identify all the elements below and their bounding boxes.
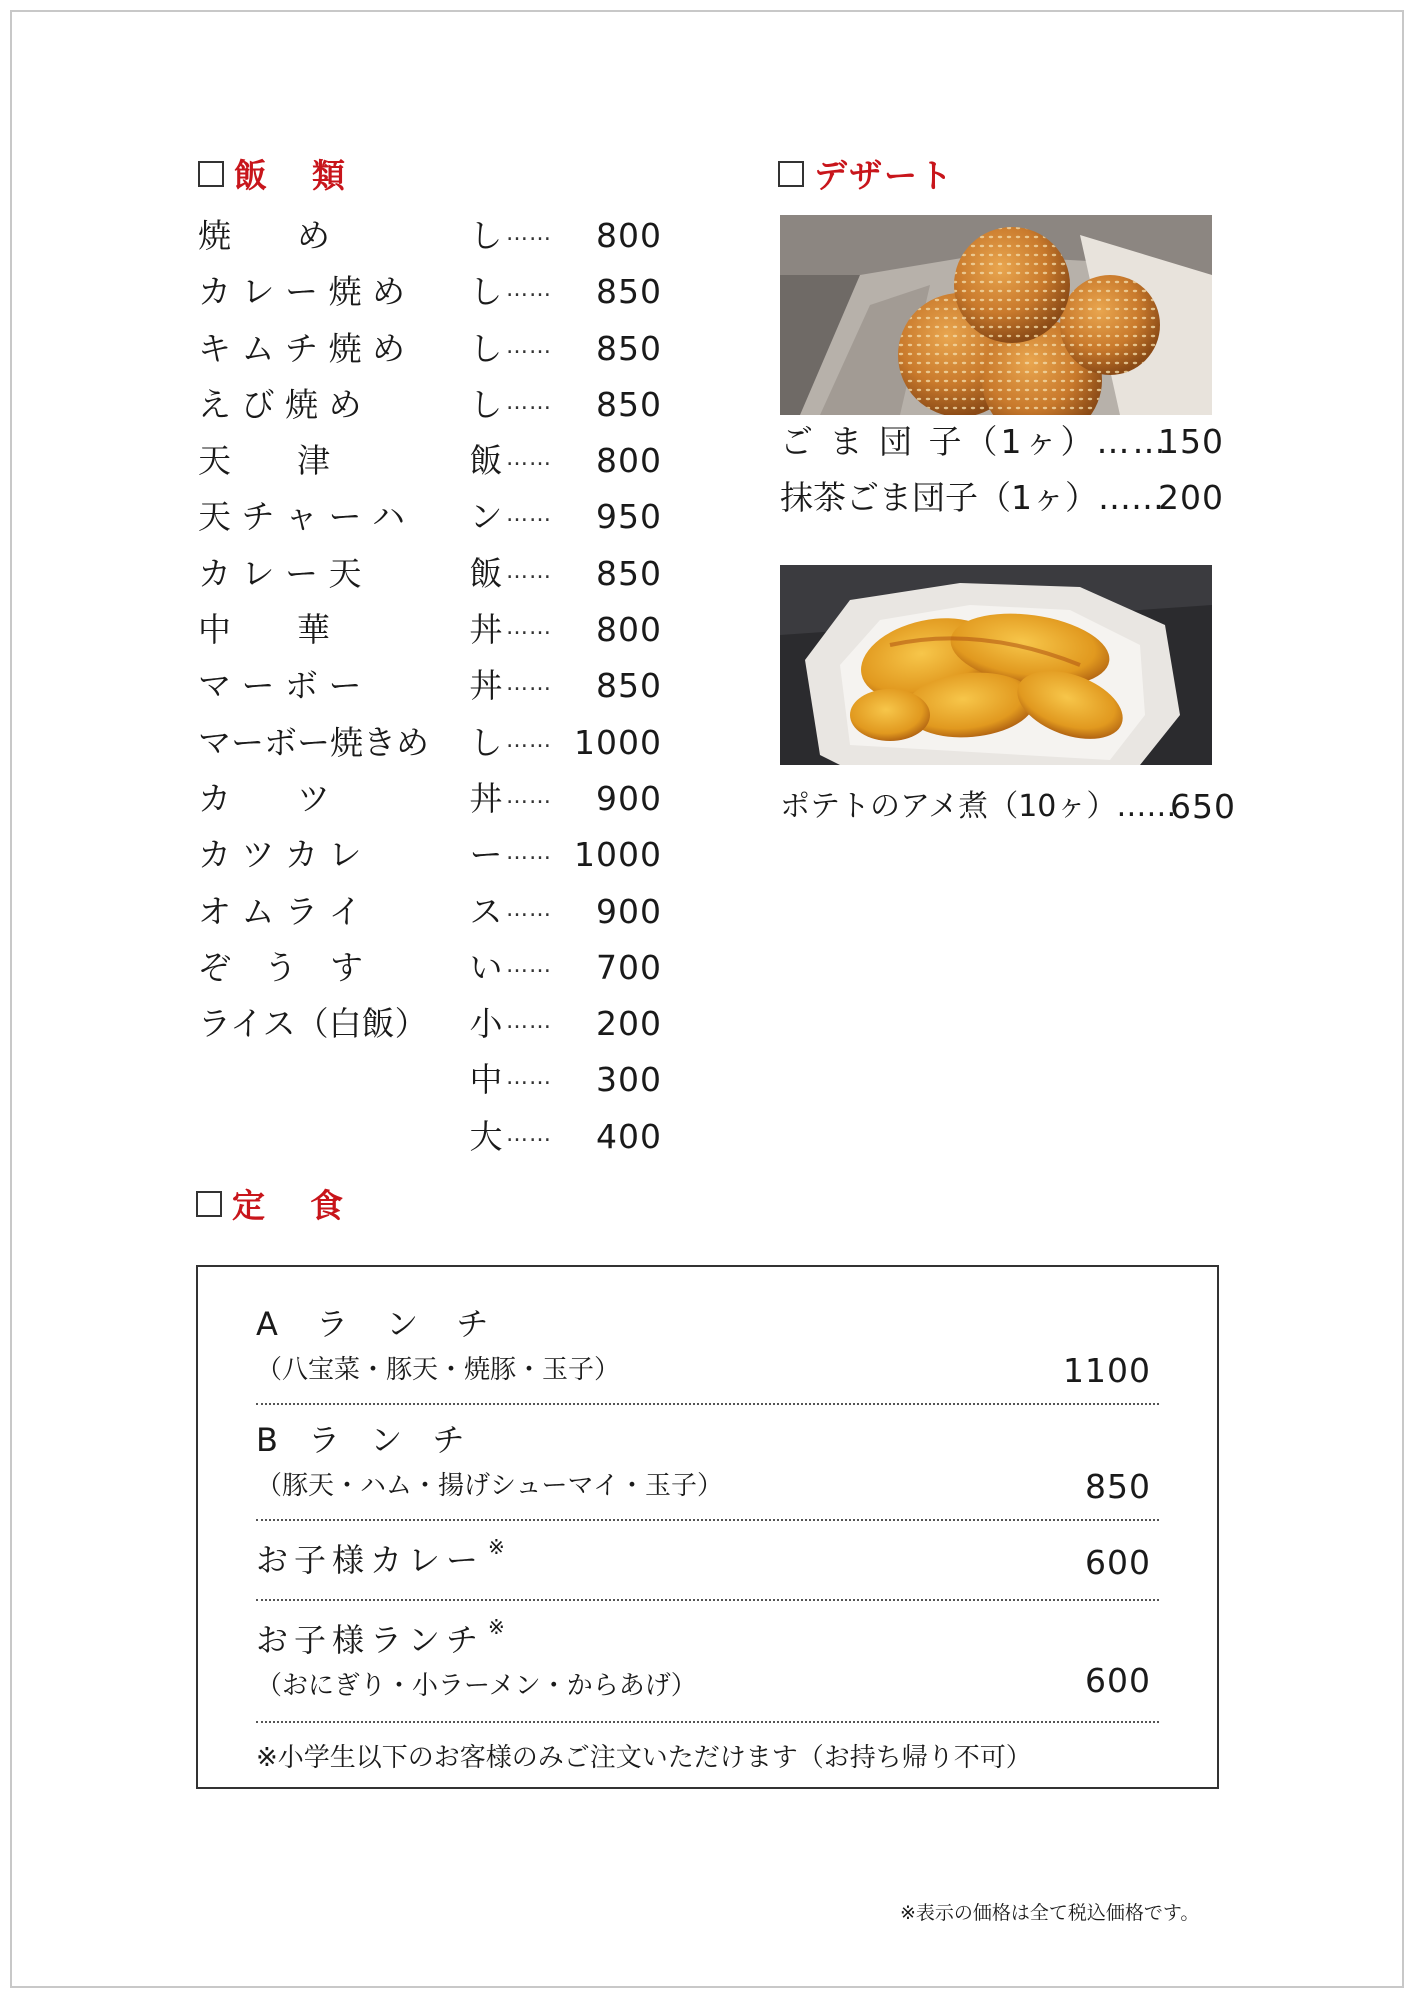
item-name: カ ツ — [198, 778, 330, 818]
item-price: 900 — [596, 778, 662, 818]
leader-dots: …… — [506, 221, 552, 246]
item-name: カ ツ カ レ — [198, 835, 362, 875]
dessert-name: ご ま 団 子（1ヶ）…… — [780, 422, 1169, 461]
dessert-name: ポテトのアメ煮（10ヶ）…… — [780, 789, 1177, 824]
dessert-row — [780, 420, 1224, 464]
item-name-end: し — [469, 384, 503, 424]
menu-row — [198, 940, 668, 996]
item-name-end: し — [469, 328, 503, 368]
section-set-meal-heading: 定 食 — [196, 1180, 349, 1227]
item-price: 850 — [596, 666, 662, 706]
item-name: え び 焼 め — [198, 384, 362, 424]
set-meal-name: お子様ランチ ※ — [256, 1615, 505, 1659]
set-meal-box — [196, 1265, 1219, 1789]
item-price: 800 — [596, 610, 662, 650]
set-meal-name: B ラ ン チ — [256, 1421, 475, 1459]
item-name-end: 丼 — [469, 610, 503, 650]
leader-dots: …… — [506, 277, 552, 303]
item-name: キ ム チ 焼 め — [198, 328, 405, 368]
leader-dots: …… — [506, 558, 552, 584]
item-price: 700 — [596, 947, 662, 987]
set-meal-name: A ラ ン チ — [256, 1305, 503, 1343]
menu-row — [198, 321, 668, 377]
asterisk-mark: ※ — [488, 1535, 505, 1559]
leader-dots: …… — [506, 671, 552, 697]
dessert-price: 150 — [1158, 422, 1224, 461]
menu-row — [198, 658, 668, 714]
menu-row — [198, 208, 668, 264]
item-price: 950 — [596, 497, 662, 537]
item-price: 850 — [596, 553, 662, 593]
menu-row — [198, 264, 668, 320]
set-meal-note: （八宝菜・豚天・焼豚・玉子） — [256, 1355, 621, 1385]
leader-dots: …… — [506, 615, 552, 641]
item-name: マーボー焼きめ — [198, 722, 429, 762]
item-name-end: 丼 — [469, 778, 503, 818]
item-price: 1000 — [574, 722, 662, 762]
set-meal-note: （豚天・ハム・揚げシューマイ・玉子） — [256, 1471, 723, 1501]
children-only-note: ※小学生以下のお客様のみご注文いただけます（お持ち帰り不可） — [256, 1743, 1032, 1773]
checkbox-icon — [778, 161, 804, 187]
leader-dots: …… — [506, 727, 552, 753]
set-meal-item — [256, 1535, 1159, 1581]
dessert-name: 抹茶ごま団子（1ヶ）…… — [780, 478, 1164, 517]
menu-row — [198, 546, 668, 602]
leader-dots: …… — [506, 333, 552, 359]
leader-dots: …… — [506, 1121, 552, 1147]
set-meal-price: 600 — [1085, 1661, 1151, 1700]
item-name-end: 中 — [469, 1060, 503, 1100]
item-name-end: ン — [469, 497, 503, 537]
item-name-end: し — [469, 216, 503, 255]
dessert-price: 650 — [1170, 787, 1236, 826]
menu-row — [198, 715, 668, 771]
item-price: 400 — [596, 1116, 662, 1156]
item-name: 中 華 — [198, 610, 330, 650]
set-meal-price: 850 — [1085, 1467, 1151, 1506]
item-name-end: 飯 — [469, 553, 503, 593]
item-name: ライス（白飯） — [198, 1004, 428, 1044]
set-meal-name: お子様カレー ※ — [256, 1535, 505, 1579]
checkbox-icon — [196, 1191, 222, 1217]
item-price: 900 — [596, 891, 662, 931]
leader-dots: …… — [506, 1065, 552, 1091]
item-price: 800 — [596, 216, 662, 255]
item-name: カ レ ー 天 — [198, 553, 362, 593]
item-name: オ ム ラ イ — [198, 891, 362, 931]
item-price: 800 — [596, 441, 662, 481]
item-name-end: し — [469, 272, 503, 312]
set-meal-note: （おにぎり・小ラーメン・からあげ） — [256, 1671, 697, 1701]
item-name: ぞ う す — [198, 947, 363, 987]
dessert-row — [780, 785, 1236, 829]
set-meal-price: 600 — [1085, 1543, 1151, 1582]
leader-dots: …… — [506, 502, 552, 528]
menu-row — [198, 827, 668, 883]
item-price: 850 — [596, 272, 662, 312]
rice-menu-list — [198, 208, 668, 1165]
checkbox-icon — [198, 161, 224, 187]
dotted-divider — [256, 1403, 1159, 1405]
item-name: 焼 め — [198, 216, 330, 255]
item-price: 850 — [596, 384, 662, 424]
candied-potato-photo — [780, 565, 1212, 765]
tax-included-note: ※表示の価格は全て税込価格です。 — [900, 1902, 1200, 1924]
set-meal-price: 1100 — [1063, 1351, 1151, 1390]
menu-row — [198, 1109, 668, 1165]
menu-row — [198, 884, 668, 940]
item-price: 200 — [596, 1004, 662, 1044]
menu-row — [198, 602, 668, 658]
dessert-row — [780, 476, 1224, 520]
item-name-end: し — [469, 722, 503, 762]
leader-dots: …… — [506, 783, 552, 809]
asterisk-mark: ※ — [488, 1615, 505, 1639]
section-dessert-heading: デザート — [778, 150, 954, 197]
dotted-divider — [256, 1721, 1159, 1723]
item-name: 天 津 — [198, 441, 330, 481]
item-name-end: い — [469, 947, 503, 987]
item-name-end: 大 — [469, 1116, 503, 1156]
leader-dots: …… — [506, 952, 552, 978]
item-name: マ ー ボ ー — [198, 666, 362, 706]
leader-dots: …… — [506, 1009, 552, 1035]
item-name-end: 丼 — [469, 666, 503, 706]
dessert-price: 200 — [1158, 478, 1224, 517]
set-meal-item — [256, 1615, 1159, 1702]
item-name-end: ス — [469, 891, 503, 931]
menu-row — [198, 1052, 668, 1108]
set-meal-item — [256, 1415, 1159, 1506]
item-name: カ レ ー 焼 め — [198, 272, 405, 312]
section-rice-heading: 飯 類 — [198, 150, 351, 197]
set-meal-item — [256, 1299, 1159, 1390]
sesame-dumpling-photo — [780, 215, 1212, 415]
dotted-divider — [256, 1599, 1159, 1601]
leader-dots: …… — [506, 896, 552, 922]
item-name: 天 チ ャ ー ハ — [198, 497, 405, 537]
menu-row — [198, 489, 668, 545]
item-price: 300 — [596, 1060, 662, 1100]
item-name-end: 飯 — [469, 441, 503, 481]
dotted-divider — [256, 1519, 1159, 1521]
menu-row — [198, 996, 668, 1052]
menu-row — [198, 377, 668, 433]
leader-dots: …… — [506, 446, 552, 472]
menu-row — [198, 771, 668, 827]
item-price: 1000 — [574, 835, 662, 875]
item-name-end: 小 — [469, 1004, 503, 1044]
leader-dots: …… — [506, 389, 552, 415]
item-price: 850 — [596, 328, 662, 368]
menu-row — [198, 433, 668, 489]
item-name-end: ー — [469, 835, 503, 875]
leader-dots: …… — [506, 840, 552, 866]
